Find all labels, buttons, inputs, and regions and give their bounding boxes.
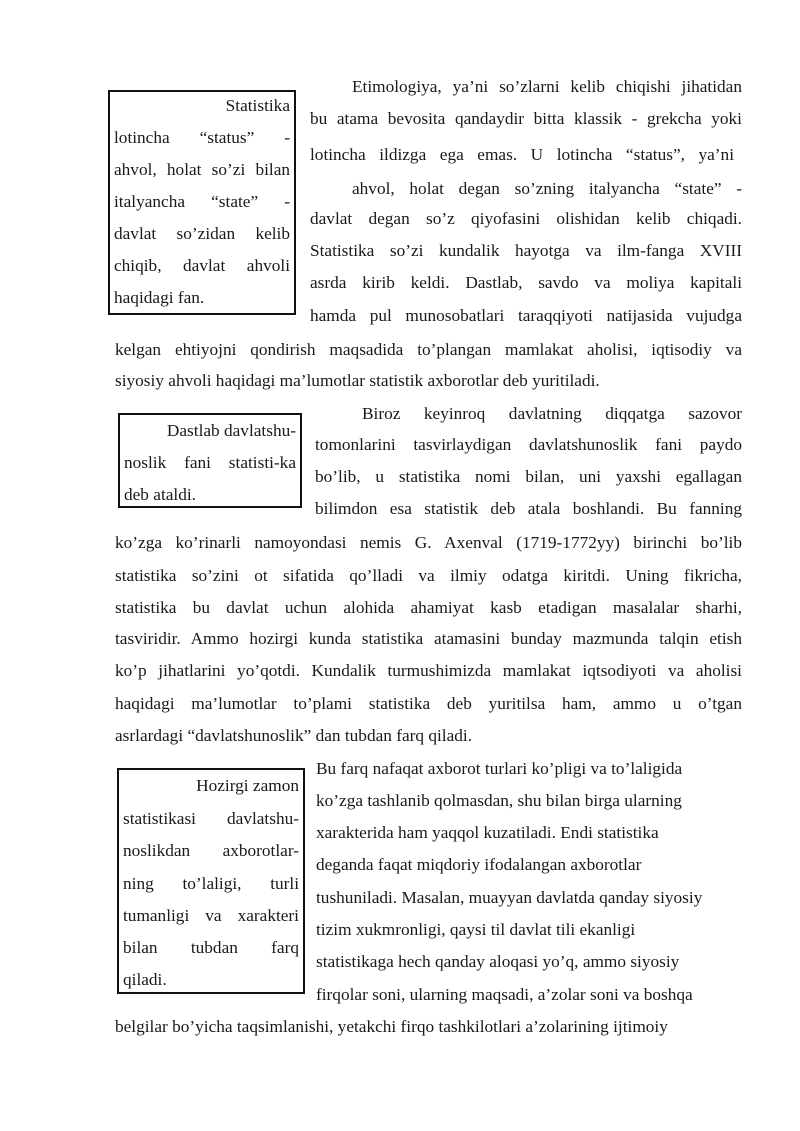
body-line: asrlardagi “davlatshunoslik” dan tubdan farq qiladi.: [115, 726, 473, 745]
body-line: ko’zga tashlanib qolmasdan, shu bilan birga ularning: [316, 791, 682, 810]
sidebar-line: italyancha “state” -: [114, 192, 290, 211]
body-line: bilimdon esa statistik deb atala boshlandi. Bu fanning: [315, 499, 742, 518]
sidebar-line: Dastlab davlatshu-: [166, 421, 296, 440]
body-line: Etimologiya, ya’ni so’zlarni kelib chiqishi jihatidan: [352, 77, 742, 96]
body-line: tasviridir. Ammo hozirgi kunda statistika atamasini bunday mazmunda talqin etish: [115, 629, 742, 648]
sidebar-line: Statistika: [225, 96, 290, 115]
body-line: belgilar bo’yicha taqsimlanishi, yetakchi firqo tashkilotlari a’zolarining ijtimoiy: [115, 1017, 668, 1036]
body-line: bo’lib, u statistika nomi bilan, uni yaxshi egallagan: [315, 467, 742, 486]
body-line: hamda pul munosobatlari taraqqiyoti natijasida vujudga: [310, 306, 742, 325]
body-line: tizim xukmronligi, qaysi til davlat tili ekanligi: [316, 920, 636, 939]
body-line: ko’p jihatlarini yo’qotdi. Kundalik turmushimizda mamlakat iqtsodiyoti va aholisi: [115, 661, 742, 680]
sidebar-line: statistikasi davlatshu-: [123, 809, 299, 828]
sidebar-note-modern-statistics: [117, 768, 305, 994]
sidebar-line: bilan tubdan farq: [123, 938, 299, 957]
sidebar-line: tumanligi va xarakteri: [123, 906, 299, 925]
sidebar-note-davlatshunoslik: [118, 413, 302, 508]
body-line: tushuniladi. Masalan, muayyan davlatda qanday siyosiy: [316, 888, 703, 907]
sidebar-line: ahvol, holat so’zi bilan: [114, 160, 290, 179]
body-line: haqidagi ma’lumotlar to’plami statistika deb yuritilsa ham, ammo u o’tgan: [115, 694, 742, 713]
body-line: statistika bu davlat uchun alohida ahamiyat kasb etadigan masalalar sharhi,: [115, 598, 742, 617]
sidebar-line: deb ataldi.: [124, 485, 196, 504]
body-line: asrda kirib keldi. Dastlab, savdo va moliya kapitali: [310, 273, 742, 292]
sidebar-note-statistics-origin: [108, 90, 296, 315]
sidebar-line: qiladi.: [123, 970, 167, 989]
body-line: deganda faqat miqdoriy ifodalangan axborotlar: [316, 855, 642, 874]
sidebar-line: Hozirgi zamon: [196, 776, 299, 795]
body-line: xarakterida ham yaqqol kuzatiladi. Endi statistika: [316, 823, 659, 842]
body-line: Bu farq nafaqat axborot turlari ko’pligi va to’laligida: [316, 759, 683, 778]
sidebar-line: haqidagi fan.: [114, 288, 205, 307]
body-line: lotincha ildizga ega emas. U lotincha “status”, ya’ni: [310, 145, 734, 164]
body-line: bu atama bevosita qandaydir bitta klassik - grekcha yoki: [310, 109, 742, 128]
body-line: Statistika so’zi kundalik hayotga va ilm-fanga XVIII: [310, 241, 742, 260]
sidebar-line: noslikdan axborotlar-: [123, 841, 299, 860]
body-line: davlat degan so’z qiyofasini olishidan kelib chiqadi.: [310, 209, 742, 228]
body-line: ahvol, holat degan so’zning italyancha “state” -: [352, 179, 742, 198]
sidebar-line: lotincha “status” -: [114, 128, 290, 147]
body-line: statistikaga hech qanday aloqasi yo’q, ammo siyosiy: [316, 952, 680, 971]
body-line: statistika so’zini ot sifatida qo’lladi va ilmiy odatga kiritdi. Uning fikricha,: [115, 566, 742, 585]
body-line: kelgan ehtiyojni qondirish maqsadida to’plangan mamlakat aholisi, iqtisodiy va: [115, 340, 742, 359]
sidebar-line: noslik fani statisti-ka: [124, 453, 296, 472]
body-line: siyosiy ahvoli haqidagi ma’lumotlar statistik axborotlar deb yuritiladi.: [115, 371, 600, 390]
sidebar-line: chiqib, davlat ahvoli: [114, 256, 290, 275]
body-line: ko’zga ko’rinarli namoyondasi nemis G. Axenval (1719-1772yy) birinchi bo’lib: [115, 533, 742, 552]
sidebar-line: ning to’laligi, turli: [123, 874, 299, 893]
sidebar-line: davlat so’zidan kelib: [114, 224, 290, 243]
body-line: tomonlarini tasvirlaydigan davlatshunoslik fani paydo: [315, 435, 742, 454]
body-line: firqolar soni, ularning maqsadi, a’zolar soni va boshqa: [316, 985, 693, 1004]
body-line: Biroz keyinroq davlatning diqqatga sazovor: [362, 404, 742, 423]
